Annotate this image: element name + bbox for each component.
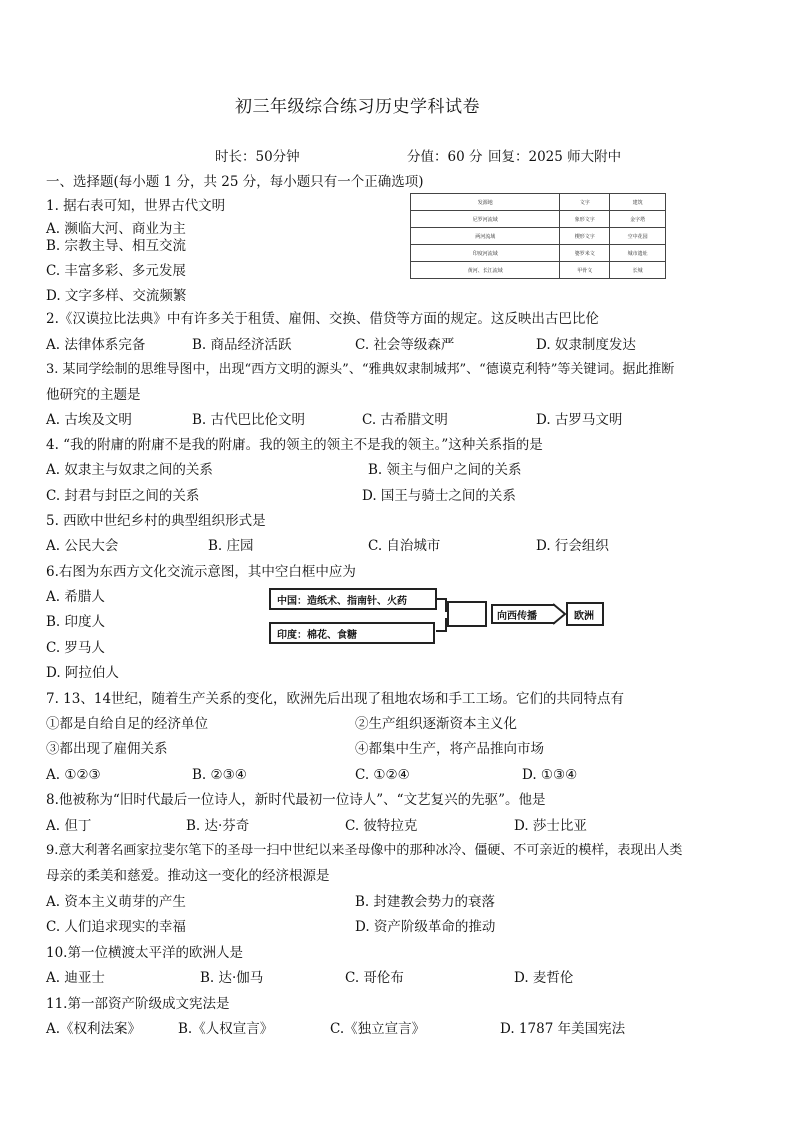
q3-stem: 3. 某同学绘制的思维导图中，出现“西方文明的源头”、“雅典奴隶制城邦”、“德谟克利特”等关键词。据此推断 — [46, 362, 675, 377]
q9-stem-cont: 母亲的柔美和慈爱。推动这一变化的经济根源是 — [46, 868, 330, 884]
table-header: 文字 — [560, 194, 610, 211]
table-row — [411, 228, 666, 245]
q7-stem: 7. 13、14世纪，随着生产关系的变化，欧洲先后出现了租地农场和手工工场。它们的共同特点有 — [46, 691, 625, 707]
q11-option-b: B.《人权宣言》 — [178, 1021, 274, 1037]
table-header: 建筑 — [610, 194, 666, 211]
q1-option-b: B. 宗教主导、相互交流 — [46, 238, 187, 254]
q10-option-a: A. 迪亚士 — [46, 970, 105, 986]
q7-statement-4: ④都集中生产，将产品推向市场 — [355, 741, 544, 757]
q6-option-a: A. 希腊人 — [46, 589, 105, 605]
q9-option-b: B. 封建教会势力的衰落 — [355, 894, 496, 910]
table-cell: 甲骨文 — [560, 262, 610, 279]
table-header: 发源地 — [411, 194, 560, 211]
table-cell: 空中花园 — [610, 228, 666, 245]
civilization-table — [410, 193, 666, 279]
q5-option-c: C. 自治城市 — [368, 538, 441, 554]
q2-option-c: C. 社会等级森严 — [355, 337, 455, 353]
europe-box: 欧洲 — [566, 602, 604, 626]
q2-stem: 2.《汉谟拉比法典》中有许多关于租赁、雇佣、交换、借贷等方面的规定。这反映出古巴比伦 — [46, 311, 599, 327]
table-cell: 两河流域 — [411, 228, 560, 245]
q1-option-d: D. 文字多样、交流频繁 — [46, 288, 187, 304]
q11-option-a: A.《权利法案》 — [46, 1021, 142, 1037]
table-cell: 楔形文字 — [560, 228, 610, 245]
q7-statement-2: ②生产组织逐渐资本主义化 — [355, 716, 517, 732]
q9-stem: 9.意大利著名画家拉斐尔笔下的圣母一扫中世纪以来圣母像中的那种冰冷、僵硬、不可亲近的模样，表现出人类 — [46, 843, 683, 858]
exam-duration: 时长：50分钟 — [215, 149, 300, 165]
q1-option-a: A. 濒临大河、商业为主 — [46, 221, 186, 237]
q8-option-b: B. 达·芬奇 — [186, 818, 250, 834]
q7-option-d: D. ①③④ — [522, 767, 578, 783]
q6-option-b: B. 印度人 — [46, 614, 106, 630]
q2-option-a: A. 法律体系完备 — [46, 337, 146, 353]
q7-option-a: A. ①②③ — [46, 767, 101, 783]
q7-statement-3: ③都出现了雇佣关系 — [46, 741, 168, 757]
q9-option-a: A. 资本主义萌芽的产生 — [46, 894, 186, 910]
q6-option-c: C. 罗马人 — [46, 640, 105, 656]
arrow-head-icon — [553, 600, 567, 628]
table-row — [411, 194, 666, 211]
q1-stem: 1. 据右表可知，世界古代文明 — [46, 198, 226, 214]
q10-option-d: D. 麦哲伦 — [514, 970, 574, 986]
q3-option-b: B. 古代巴比伦文明 — [192, 412, 306, 428]
exam-source: 回复：2025 师大附中 — [488, 149, 622, 165]
q3-stem-cont: 他研究的主题是 — [46, 387, 141, 403]
exam-score: 分值：60 分 — [407, 149, 483, 165]
q4-option-a: A. 奴隶主与奴隶之间的关系 — [46, 462, 213, 478]
table-cell: 印度河流域 — [411, 245, 560, 262]
table-row — [411, 245, 666, 262]
table-cell: 尼罗河流域 — [411, 211, 560, 228]
page-title: 初三年级综合练习历史学科试卷 — [235, 97, 480, 117]
table-cell: 城市遗址 — [610, 245, 666, 262]
q1-option-c: C. 丰富多彩、多元发展 — [46, 263, 186, 279]
q6-stem: 6.右图为东西方文化交流示意图，其中空白框中应为 — [46, 564, 356, 580]
table-cell: 象形文字 — [560, 211, 610, 228]
india-box: 印度：棉花、食糖 — [269, 622, 435, 644]
q5-option-b: B. 庄园 — [208, 538, 254, 554]
q10-option-c: C. 哥伦布 — [345, 970, 404, 986]
q2-option-d: D. 奴隶制度发达 — [536, 337, 636, 353]
q7-option-b: B. ②③④ — [192, 767, 247, 783]
q11-option-c: C.《独立宣言》 — [330, 1021, 426, 1037]
table-cell: 金字塔 — [610, 211, 666, 228]
q4-option-b: B. 领主与佃户之间的关系 — [368, 462, 522, 478]
q7-option-c: C. ①②④ — [355, 767, 410, 783]
q3-option-a: A. 古埃及文明 — [46, 412, 132, 428]
q11-stem: 11.第一部资产阶级成文宪法是 — [46, 996, 230, 1012]
table-cell: 婆罗米文 — [560, 245, 610, 262]
q6-option-d: D. 阿拉伯人 — [46, 665, 119, 681]
q4-option-c: C. 封君与封臣之间的关系 — [46, 488, 200, 504]
q9-option-d: D. 资产阶级革命的推动 — [355, 919, 496, 935]
q8-option-d: D. 莎士比亚 — [514, 818, 587, 834]
q10-stem: 10.第一位横渡太平洋的欧洲人是 — [46, 945, 243, 961]
table-cell: 长城 — [610, 262, 666, 279]
table-cell: 黄河、长江流域 — [411, 262, 560, 279]
china-box: 中国：造纸术、指南针、火药 — [269, 588, 437, 610]
q3-option-d: D. 古罗马文明 — [536, 412, 623, 428]
blank-box — [447, 601, 487, 627]
q8-option-c: C. 彼特拉克 — [345, 818, 418, 834]
q5-option-d: D. 行会组织 — [536, 538, 609, 554]
q4-option-d: D. 国王与骑士之间的关系 — [362, 488, 516, 504]
q2-option-b: B. 商品经济活跃 — [192, 337, 292, 353]
west-arrow: 向西传播 — [491, 604, 555, 624]
q10-option-b: B. 达·伽马 — [200, 970, 264, 986]
table-row — [411, 211, 666, 228]
q9-option-c: C. 人们追求现实的幸福 — [46, 919, 186, 935]
q8-option-a: A. 但丁 — [46, 818, 92, 834]
q5-option-a: A. 公民大会 — [46, 538, 119, 554]
q4-stem: 4. “我的附庸的附庸不是我的附庸。我的领主的领主不是我的领主。”这种关系指的是 — [46, 437, 543, 453]
q5-stem: 5. 西欧中世纪乡村的典型组织形式是 — [46, 513, 266, 529]
q7-statement-1: ①都是自给自足的经济单位 — [46, 716, 208, 732]
section-heading: 一、选择题(每小题 1 分，共 25 分，每小题只有一个正确选项) — [46, 174, 424, 190]
table-row — [411, 262, 666, 279]
q8-stem: 8.他被称为“旧时代最后一位诗人，新时代最初一位诗人”、“文艺复兴的先驱”。他是 — [46, 792, 546, 808]
q11-option-d: D. 1787 年美国宪法 — [500, 1021, 626, 1037]
q3-option-c: C. 古希腊文明 — [362, 412, 448, 428]
